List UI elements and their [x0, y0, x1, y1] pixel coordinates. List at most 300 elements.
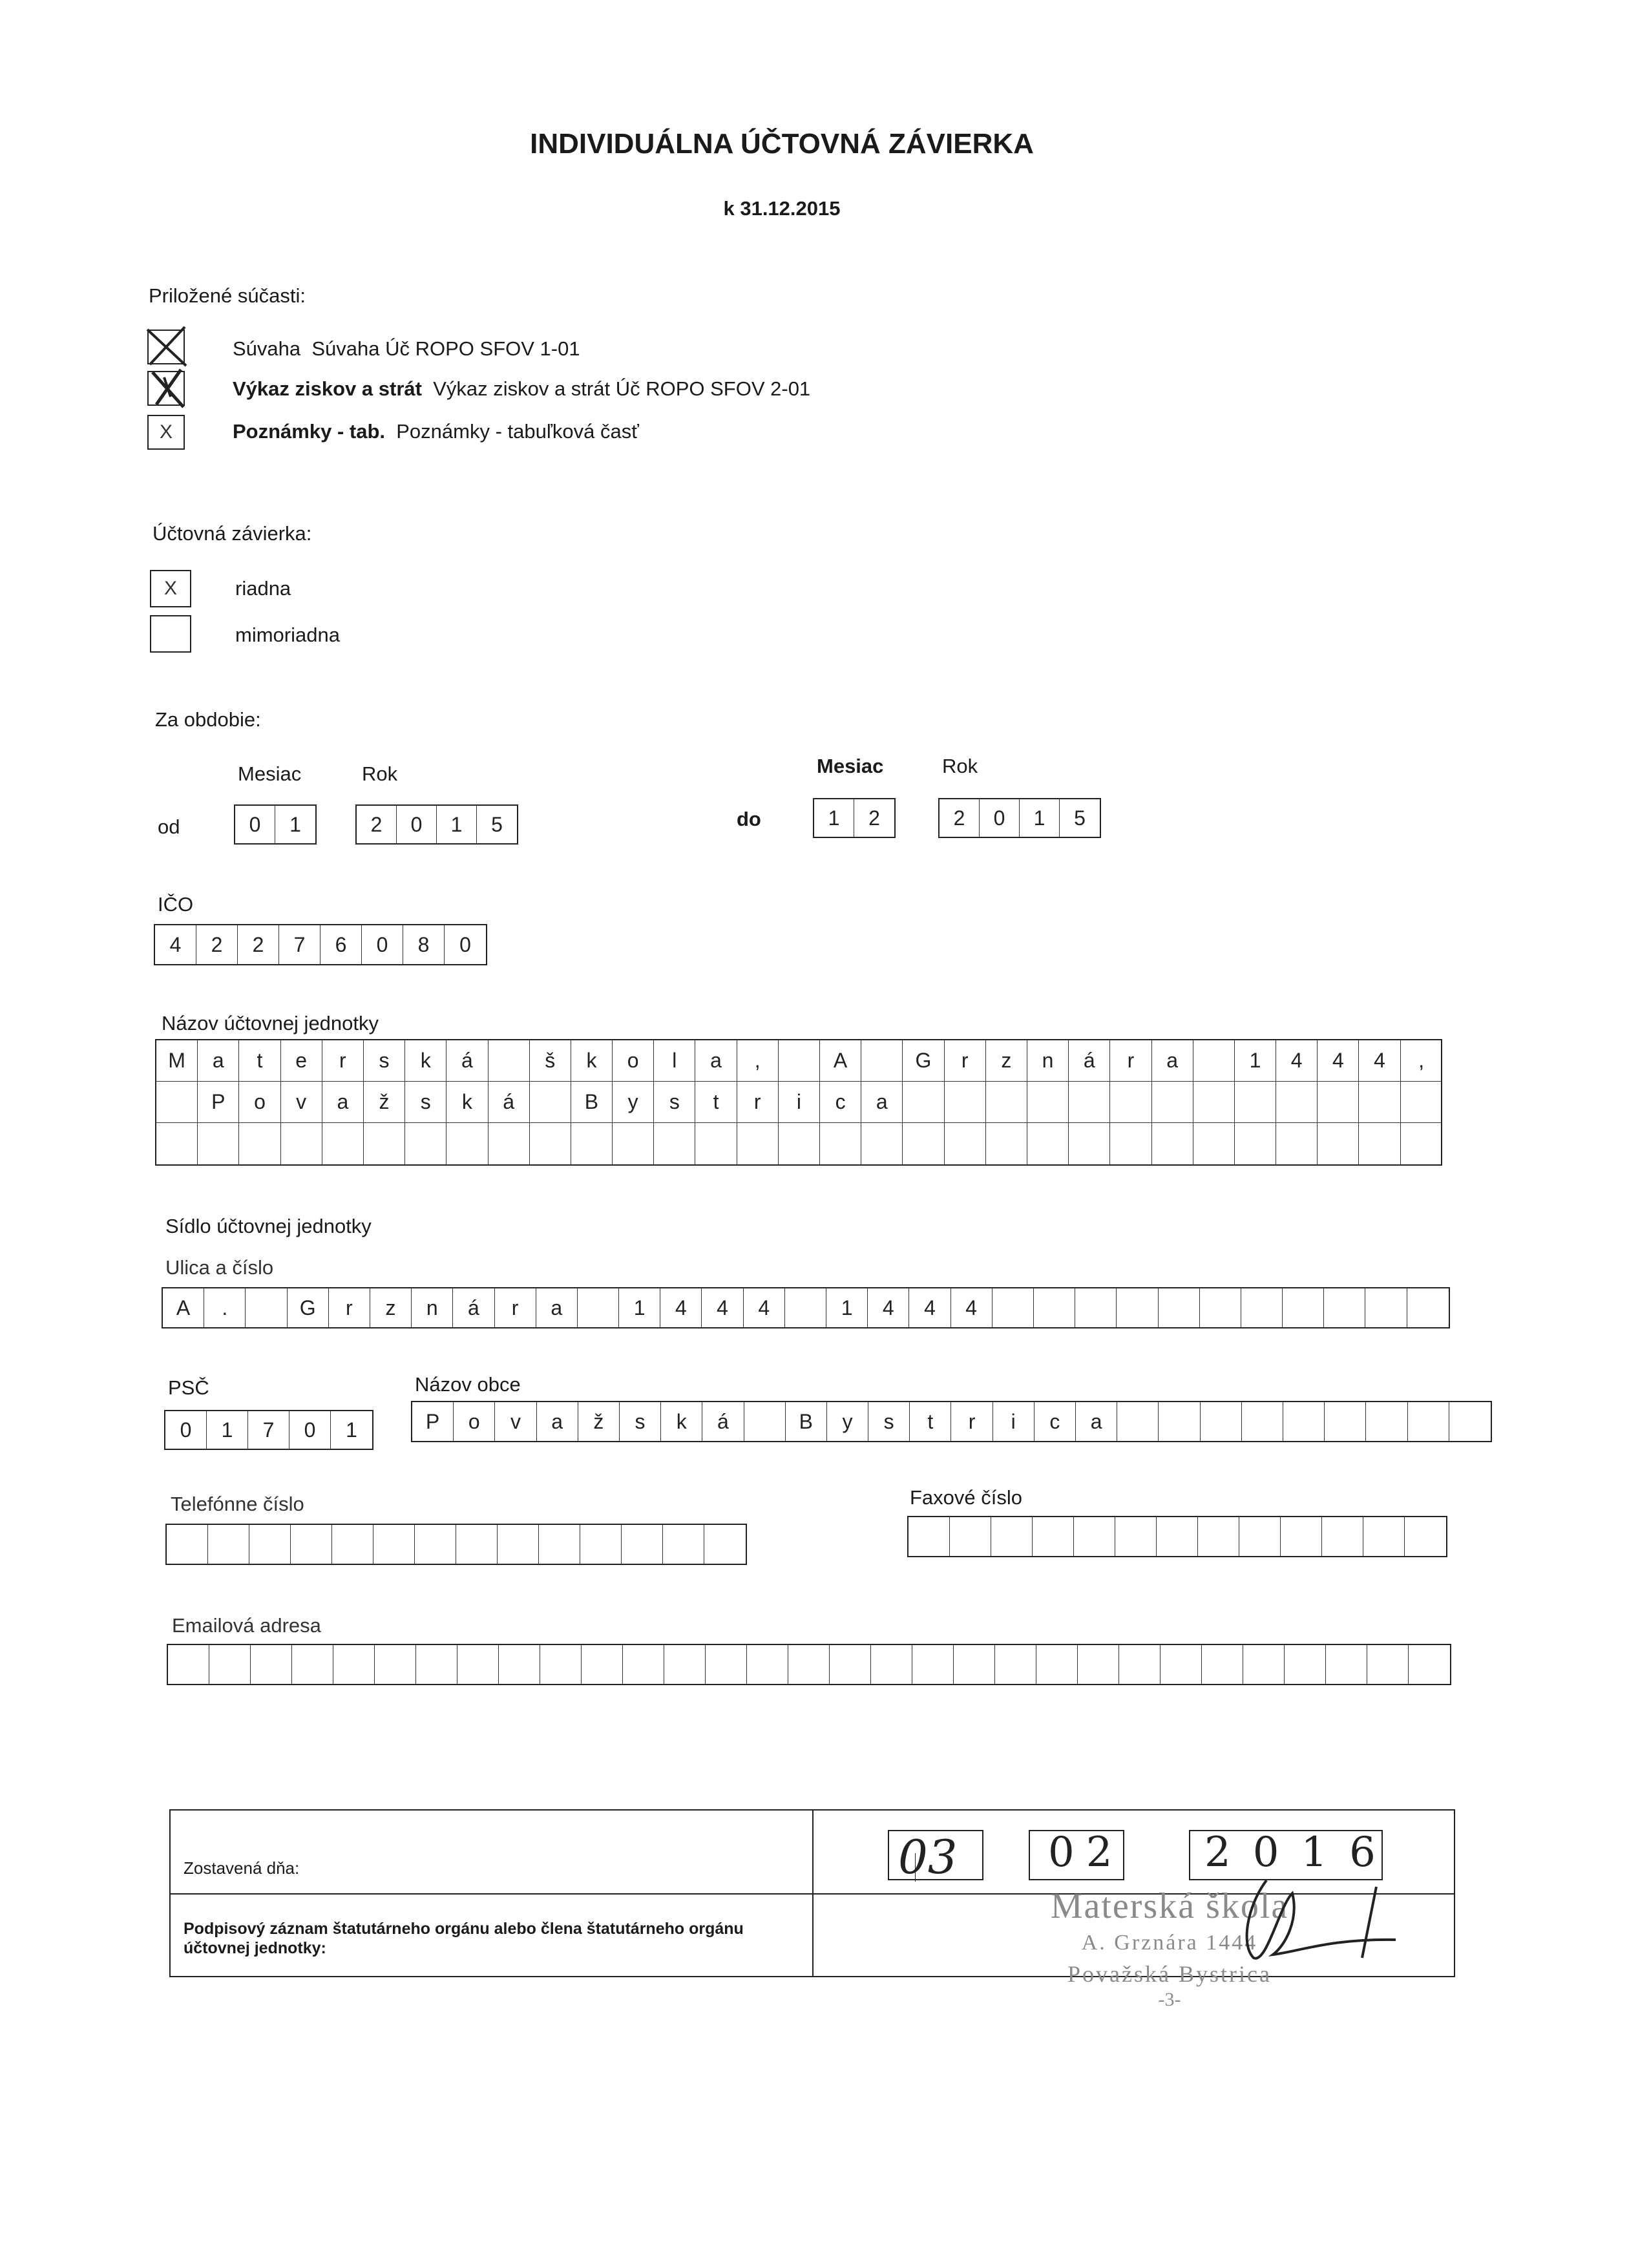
- char-cell: 1: [619, 1288, 660, 1327]
- char-cell: r: [322, 1040, 364, 1081]
- char-cell: G: [288, 1288, 329, 1327]
- char-cell: [540, 1645, 582, 1684]
- psc-label: PSČ: [168, 1376, 209, 1399]
- char-cell: v: [495, 1402, 536, 1441]
- char-cell: o: [613, 1040, 654, 1081]
- char-cell: [779, 1123, 820, 1164]
- attachment-item-suvaha: [233, 337, 580, 361]
- street-label: Ulica a číslo: [165, 1256, 274, 1279]
- char-cell: 7: [279, 925, 320, 964]
- period-from-month-label: Mesiac: [238, 762, 302, 785]
- char-cell: 4: [702, 1288, 743, 1327]
- char-cell: [613, 1123, 654, 1164]
- char-cell: s: [868, 1402, 910, 1441]
- char-cell: i: [993, 1402, 1035, 1441]
- fax-label: Faxové číslo: [910, 1486, 1023, 1509]
- char-cell: [1075, 1288, 1117, 1327]
- char-cell: a: [695, 1040, 737, 1081]
- char-cell: [1161, 1645, 1202, 1684]
- char-cell: [530, 1082, 571, 1122]
- sign-label-cell: [171, 1893, 814, 1976]
- char-cell: [168, 1645, 209, 1684]
- char-cell: 2: [357, 806, 397, 843]
- char-cell: 0: [980, 799, 1020, 837]
- char-cell: 5: [1074, 806, 1086, 830]
- statement-type-label-riadna: riadna: [235, 577, 291, 600]
- compiled-month: 02: [1048, 1829, 1124, 1876]
- city-label: Názov obce: [415, 1373, 521, 1396]
- char-cell: [578, 1288, 619, 1327]
- char-cell: [909, 1517, 950, 1556]
- char-cell: [1242, 1402, 1283, 1441]
- unit-name-row-3[interactable]: [156, 1123, 1441, 1164]
- char-cell: [208, 1525, 249, 1564]
- char-cell: [622, 1525, 663, 1564]
- char-cell: [571, 1123, 613, 1164]
- char-cell: [1449, 1402, 1491, 1441]
- seat-heading: Sídlo účtovnej jednotky: [165, 1215, 372, 1237]
- char-cell: [1152, 1082, 1193, 1122]
- char-cell: š: [530, 1040, 571, 1081]
- char-cell: [1325, 1402, 1366, 1441]
- psc-field[interactable]: [164, 1410, 373, 1450]
- char-cell: [1069, 1082, 1110, 1122]
- char-cell: 6: [320, 925, 362, 964]
- char-cell: [706, 1645, 747, 1684]
- char-cell: 1: [437, 806, 477, 843]
- char-cell: 2: [238, 925, 279, 964]
- unit-name-row-2[interactable]: [156, 1082, 1441, 1123]
- char-cell: [744, 1402, 786, 1441]
- char-cell: [1157, 1517, 1198, 1556]
- char-cell: 0: [235, 806, 275, 843]
- compiled-month-box[interactable]: [1029, 1830, 1124, 1880]
- char-cell: [1036, 1645, 1078, 1684]
- char-cell: r: [951, 1402, 993, 1441]
- char-cell: [156, 1123, 198, 1164]
- char-cell: a: [322, 1082, 364, 1122]
- period-to-year-label: Rok: [942, 755, 978, 777]
- char-cell: [986, 1123, 1027, 1164]
- char-cell: [364, 1123, 405, 1164]
- char-cell: 2: [940, 799, 980, 837]
- char-cell: [830, 1645, 871, 1684]
- attachment-name: Súvaha: [233, 337, 301, 360]
- char-cell: c: [820, 1082, 861, 1122]
- char-cell: r: [737, 1082, 779, 1122]
- char-cell: [1239, 1517, 1281, 1556]
- attachment-item-poznamky: [233, 420, 639, 443]
- char-cell: [1243, 1645, 1285, 1684]
- period-to-year[interactable]: [938, 798, 1101, 838]
- char-cell: 4: [1359, 1040, 1400, 1081]
- char-cell: [488, 1123, 530, 1164]
- attachment-item-vykaz: [233, 377, 810, 401]
- char-cell: [1359, 1082, 1400, 1122]
- char-cell: r: [495, 1288, 536, 1327]
- char-cell: y: [613, 1082, 654, 1122]
- char-cell: z: [370, 1288, 412, 1327]
- char-cell: [785, 1288, 826, 1327]
- char-cell: [954, 1645, 995, 1684]
- compiled-year: 2016: [1204, 1829, 1398, 1876]
- char-cell: r: [329, 1288, 370, 1327]
- char-cell: 4: [909, 1288, 951, 1327]
- char-cell: [1367, 1645, 1409, 1684]
- char-cell: [457, 1645, 499, 1684]
- ico-label: IČO: [158, 893, 194, 916]
- char-cell: [1115, 1517, 1157, 1556]
- char-cell: 1: [1020, 799, 1060, 837]
- char-cell: [1117, 1288, 1158, 1327]
- char-cell: c: [1035, 1402, 1076, 1441]
- char-cell: 4: [951, 1288, 993, 1327]
- char-cell: [663, 1525, 704, 1564]
- char-cell: [1276, 1123, 1318, 1164]
- char-cell: 2: [196, 925, 238, 964]
- char-cell: [488, 1040, 530, 1081]
- char-cell: [198, 1123, 239, 1164]
- char-cell: [704, 1525, 746, 1564]
- char-cell: [446, 1123, 488, 1164]
- char-cell: 4: [1276, 1040, 1318, 1081]
- char-cell: [416, 1645, 457, 1684]
- attachment-name: Výkaz ziskov a strát: [233, 377, 422, 400]
- char-cell: l: [654, 1040, 695, 1081]
- char-cell: s: [405, 1082, 446, 1122]
- char-cell: z: [986, 1040, 1027, 1081]
- char-cell: i: [779, 1082, 820, 1122]
- char-cell: 4: [660, 1288, 702, 1327]
- char-cell: [1078, 1645, 1119, 1684]
- char-cell: 1: [814, 799, 854, 837]
- char-cell: e: [281, 1040, 322, 1081]
- stamp-line-3: Považská Bystrica: [1067, 1961, 1272, 1987]
- char-cell: 1: [1235, 1040, 1276, 1081]
- page-number: -3-: [1158, 1989, 1181, 2010]
- char-cell: [1283, 1288, 1324, 1327]
- char-cell: [1407, 1288, 1449, 1327]
- char-cell: [1405, 1517, 1446, 1556]
- char-cell: [292, 1645, 333, 1684]
- char-cell: ,: [1418, 1049, 1425, 1072]
- char-cell: [820, 1123, 861, 1164]
- char-cell: 0: [362, 925, 403, 964]
- char-cell: [333, 1645, 375, 1684]
- char-cell: [322, 1123, 364, 1164]
- attachments-heading: Priložené súčasti:: [149, 284, 306, 307]
- char-cell: [167, 1525, 208, 1564]
- char-cell: á: [488, 1082, 530, 1122]
- char-cell: [1202, 1645, 1243, 1684]
- compiled-day-box[interactable]: [888, 1830, 983, 1884]
- char-cell: [499, 1645, 540, 1684]
- char-cell: k: [571, 1040, 613, 1081]
- cross-mark-icon: [145, 364, 190, 411]
- char-cell: s: [654, 1082, 695, 1122]
- char-cell: a: [536, 1288, 578, 1327]
- char-cell: [1285, 1645, 1326, 1684]
- char-cell: [332, 1525, 373, 1564]
- char-cell: A: [820, 1040, 861, 1081]
- char-cell: [1401, 1082, 1442, 1122]
- char-cell: [1110, 1123, 1151, 1164]
- char-cell: [1201, 1402, 1242, 1441]
- char-cell: [1152, 1123, 1193, 1164]
- char-cell: .: [204, 1288, 246, 1327]
- char-cell: M: [156, 1040, 198, 1081]
- char-cell: [1365, 1288, 1407, 1327]
- char-cell: á: [453, 1288, 494, 1327]
- char-cell: k: [446, 1082, 488, 1122]
- char-cell: [1193, 1082, 1235, 1122]
- char-cell: [239, 1123, 280, 1164]
- char-cell: [1117, 1402, 1159, 1441]
- char-cell: B: [786, 1402, 827, 1441]
- char-cell: [415, 1525, 456, 1564]
- attachment-checkbox-suvaha[interactable]: [147, 330, 185, 364]
- statement-type-checkbox-riadna[interactable]: X: [150, 570, 191, 607]
- char-cell: [1283, 1402, 1325, 1441]
- char-cell: a: [537, 1402, 578, 1441]
- char-cell: [1235, 1123, 1276, 1164]
- char-cell: [903, 1123, 944, 1164]
- period-to-month-label: Mesiac: [817, 755, 884, 777]
- char-cell: 1: [826, 1288, 868, 1327]
- char-cell: t: [695, 1082, 737, 1122]
- attachment-name: Poznámky - tab.: [233, 420, 385, 443]
- char-cell: [498, 1525, 539, 1564]
- char-cell: [1119, 1645, 1161, 1684]
- char-cell: [530, 1123, 571, 1164]
- char-cell: 2: [868, 806, 880, 830]
- stamp-line-1: Materská škola: [1050, 1886, 1289, 1926]
- char-cell: 1: [346, 1418, 357, 1442]
- period-from-month[interactable]: [234, 804, 317, 845]
- char-cell: n: [1027, 1040, 1069, 1081]
- ico-field[interactable]: [154, 924, 487, 965]
- char-cell: 4: [868, 1288, 909, 1327]
- char-cell: o: [454, 1402, 495, 1441]
- char-cell: P: [412, 1402, 454, 1441]
- char-cell: [950, 1517, 991, 1556]
- char-cell: [1366, 1402, 1407, 1441]
- char-cell: [623, 1645, 664, 1684]
- char-cell: [871, 1645, 912, 1684]
- char-cell: [1322, 1517, 1363, 1556]
- period-heading: Za obdobie:: [155, 708, 261, 731]
- char-cell: t: [239, 1040, 280, 1081]
- char-cell: 4: [155, 925, 196, 964]
- statement-type-heading: Účtovná závierka:: [152, 522, 312, 545]
- char-cell: y: [827, 1402, 868, 1441]
- char-cell: [1401, 1123, 1442, 1164]
- char-cell: P: [198, 1082, 239, 1122]
- phone-field[interactable]: [165, 1524, 747, 1565]
- char-cell: 5: [491, 812, 503, 836]
- compiled-label-cell: [171, 1811, 814, 1893]
- char-cell: [1193, 1123, 1235, 1164]
- char-cell: [1159, 1402, 1200, 1441]
- char-cell: [291, 1525, 332, 1564]
- char-cell: [903, 1082, 944, 1122]
- char-cell: 0: [397, 806, 437, 843]
- char-cell: [375, 1645, 416, 1684]
- char-cell: r: [1110, 1040, 1151, 1081]
- char-cell: [156, 1082, 198, 1122]
- char-cell: [209, 1645, 251, 1684]
- char-cell: n: [412, 1288, 453, 1327]
- char-cell: [539, 1525, 580, 1564]
- char-cell: [1409, 1645, 1450, 1684]
- char-cell: [1110, 1082, 1151, 1122]
- char-cell: o: [239, 1082, 280, 1122]
- period-from-year-label: Rok: [362, 762, 398, 785]
- char-cell: 8: [403, 925, 445, 964]
- city-field[interactable]: [411, 1401, 1492, 1442]
- char-cell: [1027, 1082, 1069, 1122]
- char-cell: k: [405, 1040, 446, 1081]
- char-cell: [251, 1645, 292, 1684]
- char-cell: 4: [1318, 1040, 1359, 1081]
- char-cell: [1324, 1288, 1365, 1327]
- period-to-month[interactable]: [813, 798, 896, 838]
- char-cell: 0: [459, 932, 471, 956]
- char-cell: [993, 1288, 1034, 1327]
- char-cell: [779, 1040, 820, 1081]
- attachment-desc: Výkaz ziskov a strát Úč ROPO SFOV 2-01: [433, 377, 811, 400]
- char-cell: [1074, 1517, 1115, 1556]
- char-cell: [1200, 1288, 1241, 1327]
- char-cell: a: [1152, 1040, 1193, 1081]
- char-cell: [695, 1123, 737, 1164]
- char-cell: [664, 1645, 706, 1684]
- char-cell: r: [945, 1040, 986, 1081]
- char-cell: 1: [207, 1411, 248, 1449]
- char-cell: 0: [165, 1411, 207, 1449]
- char-cell: G: [903, 1040, 944, 1081]
- char-cell: [654, 1123, 695, 1164]
- char-cell: k: [661, 1402, 702, 1441]
- period-to-label: do: [737, 808, 761, 830]
- char-cell: [1033, 1517, 1074, 1556]
- phone-label: Telefónne číslo: [171, 1493, 304, 1515]
- char-cell: [1235, 1082, 1276, 1122]
- char-cell: [1027, 1123, 1069, 1164]
- char-cell: [1326, 1645, 1367, 1684]
- char-cell: [1276, 1082, 1318, 1122]
- char-cell: [1281, 1517, 1322, 1556]
- street-field[interactable]: [162, 1287, 1450, 1328]
- compiled-label: Zostavená dňa:: [184, 1858, 300, 1878]
- char-cell: A: [163, 1288, 204, 1327]
- char-cell: s: [364, 1040, 405, 1081]
- char-cell: v: [281, 1082, 322, 1122]
- period-from-year[interactable]: [355, 804, 518, 845]
- char-cell: [1069, 1123, 1110, 1164]
- email-label: Emailová adresa: [172, 1614, 321, 1637]
- attachment-desc: Súvaha Úč ROPO SFOV 1-01: [311, 337, 580, 360]
- statement-type-label-mimoriadna: mimoriadna: [235, 624, 340, 646]
- char-cell: [1359, 1123, 1400, 1164]
- signature-scribble-icon: [1228, 1867, 1422, 1971]
- char-cell: [945, 1123, 986, 1164]
- char-cell: á: [702, 1402, 744, 1441]
- char-cell: ž: [364, 1082, 405, 1122]
- char-cell: [1159, 1288, 1200, 1327]
- char-cell: [991, 1517, 1033, 1556]
- unit-name-grid[interactable]: [155, 1039, 1442, 1166]
- char-cell: ,: [737, 1040, 779, 1081]
- char-cell: [1198, 1517, 1239, 1556]
- char-cell: t: [910, 1402, 951, 1441]
- char-cell: [456, 1525, 498, 1564]
- document-date: k 31.12.2015: [723, 197, 841, 220]
- char-cell: [995, 1645, 1036, 1684]
- char-cell: [1363, 1517, 1405, 1556]
- char-cell: 4: [744, 1288, 785, 1327]
- attachment-checkbox-poznamky[interactable]: X: [147, 415, 185, 450]
- char-cell: [373, 1525, 415, 1564]
- period-from-label: od: [158, 815, 180, 838]
- fax-field[interactable]: [907, 1516, 1447, 1557]
- char-cell: a: [1076, 1402, 1117, 1441]
- attachment-desc: Poznámky - tabuľková časť: [396, 420, 639, 443]
- char-cell: [861, 1123, 903, 1164]
- char-cell: [1408, 1402, 1449, 1441]
- char-cell: B: [571, 1082, 613, 1122]
- char-cell: 1: [289, 812, 301, 836]
- char-cell: [1193, 1040, 1235, 1081]
- email-field[interactable]: [167, 1644, 1451, 1685]
- attachment-checkbox-vykaz[interactable]: [147, 371, 185, 406]
- stamp-line-2: A. Grznára 1444: [1081, 1931, 1258, 1955]
- document-title: INDIVIDUÁLNA ÚČTOVNÁ ZÁVIERKA: [530, 128, 1034, 160]
- char-cell: [737, 1123, 779, 1164]
- compiled-day: 03: [898, 1830, 958, 1884]
- char-cell: s: [620, 1402, 661, 1441]
- char-cell: á: [446, 1040, 488, 1081]
- char-cell: 7: [248, 1411, 289, 1449]
- char-cell: [281, 1123, 322, 1164]
- char-cell: [945, 1082, 986, 1122]
- char-cell: [582, 1645, 623, 1684]
- unit-name-label: Názov účtovnej jednotky: [162, 1012, 379, 1034]
- char-cell: á: [1069, 1040, 1110, 1081]
- unit-name-row-1[interactable]: [156, 1040, 1441, 1082]
- char-cell: [405, 1123, 446, 1164]
- cross-mark-icon: [143, 324, 189, 370]
- char-cell: [1318, 1082, 1359, 1122]
- sign-label: Podpisový záznam štatutárneho orgánu alebo člena štatutárneho orgánu účtovnej jednotky:: [184, 1920, 744, 1957]
- char-cell: [747, 1645, 788, 1684]
- char-cell: [1318, 1123, 1359, 1164]
- char-cell: [246, 1288, 287, 1327]
- char-cell: a: [861, 1082, 903, 1122]
- char-cell: [1034, 1288, 1075, 1327]
- char-cell: [861, 1040, 903, 1081]
- char-cell: [912, 1645, 954, 1684]
- char-cell: [788, 1645, 830, 1684]
- statement-type-checkbox-mimoriadna[interactable]: [150, 615, 191, 653]
- char-cell: a: [198, 1040, 239, 1081]
- char-cell: [986, 1082, 1027, 1122]
- char-cell: [249, 1525, 291, 1564]
- char-cell: [580, 1525, 622, 1564]
- char-cell: [1241, 1288, 1283, 1327]
- char-cell: 0: [289, 1411, 331, 1449]
- char-cell: ž: [578, 1402, 620, 1441]
